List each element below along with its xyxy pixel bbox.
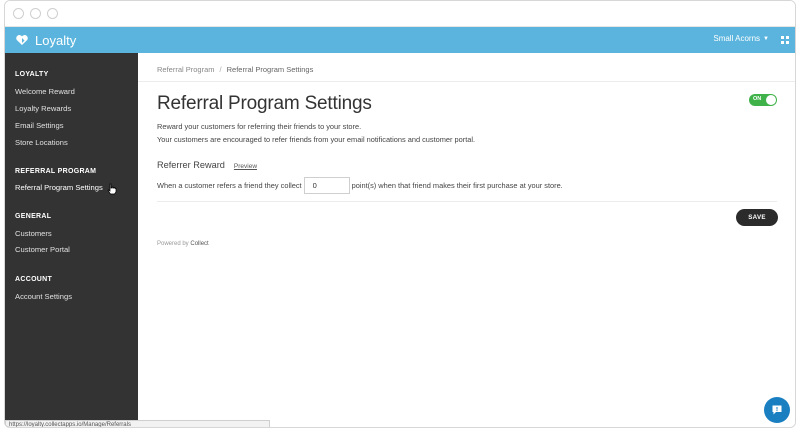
breadcrumb-divider bbox=[138, 81, 795, 82]
sidebar-heading-account: ACCOUNT bbox=[15, 276, 53, 283]
chat-button[interactable] bbox=[764, 397, 790, 423]
sidebar-item-welcome-reward[interactable]: Welcome Reward bbox=[15, 87, 75, 96]
sidebar bbox=[5, 53, 138, 427]
sidebar-heading-referral-program: REFERRAL PROGRAM bbox=[15, 168, 97, 175]
sidebar-item-account-settings[interactable]: Account Settings bbox=[15, 292, 72, 301]
hand-pointer-icon bbox=[107, 183, 117, 195]
top-bar bbox=[5, 27, 795, 53]
loyalty-logo-icon bbox=[15, 34, 29, 46]
description-line-2: Your customers are encouraged to refer friends from your email notifications and customer portal. bbox=[157, 135, 476, 144]
breadcrumb-parent[interactable]: Referral Program bbox=[157, 65, 215, 74]
referrer-reward-row bbox=[157, 177, 563, 194]
breadcrumb bbox=[157, 65, 313, 74]
points-input[interactable] bbox=[304, 177, 350, 194]
browser-window bbox=[4, 0, 796, 428]
form-divider bbox=[157, 201, 777, 202]
description-line-1: Reward your customers for referring their friends to your store. bbox=[157, 122, 362, 131]
page-title: Referral Program Settings bbox=[157, 93, 372, 114]
breadcrumb-current: Referral Program Settings bbox=[226, 65, 314, 74]
row-suffix-text: point(s) when that friend makes their first purchase at your store. bbox=[351, 181, 563, 190]
window-close-dot[interactable] bbox=[13, 8, 24, 19]
toggle-knob bbox=[766, 95, 776, 105]
sidebar-item-customer-portal[interactable]: Customer Portal bbox=[15, 245, 70, 254]
breadcrumb-separator: / bbox=[219, 65, 222, 74]
row-prefix-text: When a customer refers a friend they collect bbox=[157, 181, 302, 190]
window-maximize-dot[interactable] bbox=[47, 8, 58, 19]
grid-icon[interactable] bbox=[781, 36, 789, 44]
account-name: Small Acorns bbox=[713, 34, 761, 43]
save-button[interactable]: SAVE bbox=[736, 209, 778, 226]
sidebar-item-loyalty-rewards[interactable]: Loyalty Rewards bbox=[15, 104, 72, 113]
chat-icon bbox=[771, 404, 783, 416]
referrer-reward-heading bbox=[157, 160, 257, 170]
powered-brand[interactable]: Collect bbox=[190, 241, 209, 247]
program-enabled-toggle[interactable] bbox=[749, 94, 777, 106]
subheading-text: Referrer Reward bbox=[157, 160, 225, 170]
toggle-label: ON bbox=[753, 96, 762, 102]
window-chrome bbox=[5, 1, 795, 27]
sidebar-heading-general: GENERAL bbox=[15, 213, 52, 220]
main-content bbox=[138, 53, 795, 427]
sidebar-item-customers[interactable]: Customers bbox=[15, 229, 52, 238]
powered-prefix: Powered by bbox=[157, 241, 189, 247]
powered-by bbox=[157, 241, 209, 247]
sidebar-item-referral-program-settings[interactable]: Referral Program Settings bbox=[15, 183, 103, 192]
caret-down-icon: ▼ bbox=[763, 35, 769, 42]
status-bar-url: https://loyalty.collectapps.io/Manage/Referrals bbox=[5, 420, 270, 428]
sidebar-item-email-settings[interactable]: Email Settings bbox=[15, 121, 64, 130]
preview-link[interactable]: Preview bbox=[233, 163, 258, 170]
window-minimize-dot[interactable] bbox=[30, 8, 41, 19]
sidebar-item-store-locations[interactable]: Store Locations bbox=[15, 138, 68, 147]
brand[interactable] bbox=[15, 33, 76, 48]
brand-name: Loyalty bbox=[35, 32, 77, 48]
sidebar-heading-loyalty: LOYALTY bbox=[15, 71, 49, 78]
account-menu[interactable] bbox=[713, 34, 769, 43]
